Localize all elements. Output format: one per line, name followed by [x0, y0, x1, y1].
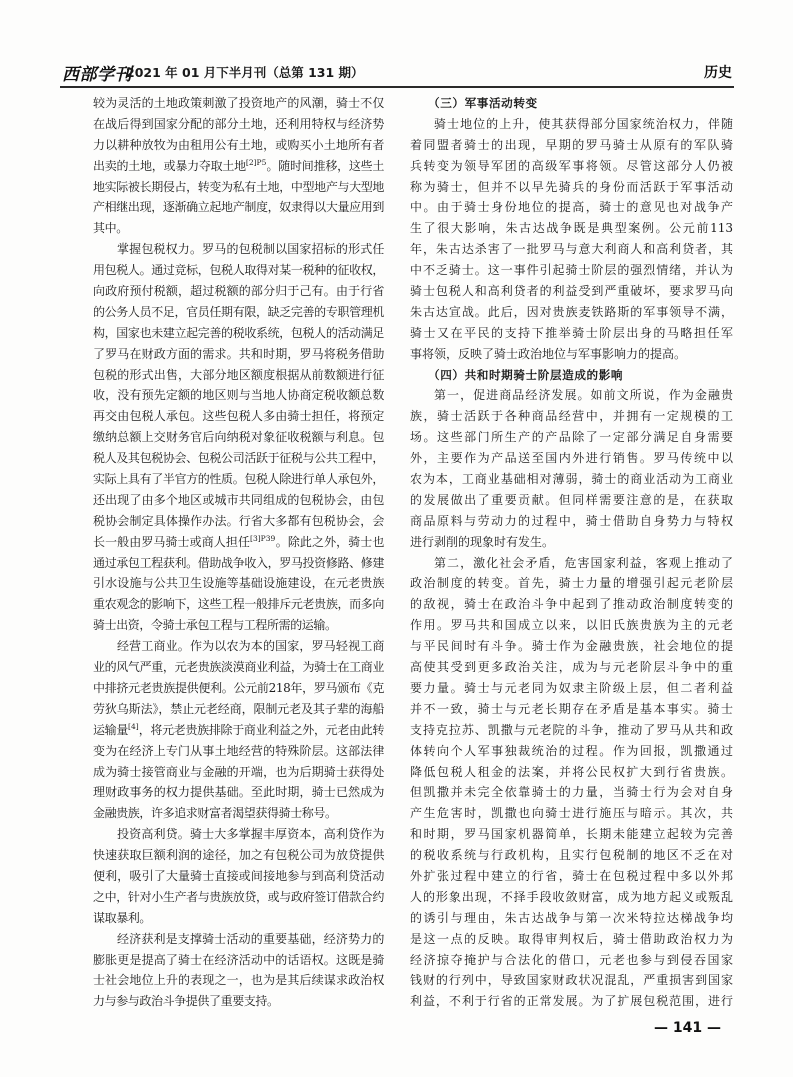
citation-marker: [4]	[128, 721, 139, 731]
text-line: 外，主要作为产品送至国内外进行销售。罗马传统中以	[410, 451, 733, 466]
text-line: 利益，不利于行省的正常发展。为了扩展包税范围，进行	[410, 994, 733, 1009]
section-heading: （三）军事活动转变	[428, 96, 538, 110]
text-segment: 。除此之外，骑士也	[275, 534, 384, 549]
text-line: 的公务人员不足，官员任期有限，缺乏完善的专职管理机	[93, 304, 384, 319]
paragraph	[410, 385, 733, 552]
text-line: 和时期，罗马国家机器简单，长期未能建立起较为完善	[410, 827, 733, 842]
text-line: 产生危害时，凯撒也向骑士进行施压与暗示。其次，共	[410, 806, 733, 821]
paragraph	[93, 93, 384, 239]
text-line: 与平民间时有斗争。骑士作为金融贵族，社会地位的提	[410, 639, 733, 654]
text-line: 支持克拉苏、凯撒与元老院的斗争，推动了罗马从共和政	[410, 722, 733, 737]
text-line: 还出现了由多个地区或城市共同组成的包税协会，由包	[93, 492, 384, 507]
text-line: 着同盟者骑士的出现，早期的罗马骑士从原有的军队骑	[410, 137, 733, 152]
section-label: 历史	[704, 65, 732, 81]
left-column	[93, 93, 384, 1012]
text-line: 经济获利是支撑骑士活动的重要基础，经济势力的	[117, 931, 384, 946]
text-line: 的发展做出了重要贡献。但同样需要注意的是，在获取	[410, 492, 733, 507]
text-line: 但凯撒并未完全依靠骑士的力量，当骑士行为会对自身	[410, 785, 733, 800]
text-line: 用包税人。通过竞标，包税人取得对某一税种的征收权，	[93, 263, 384, 278]
text-line: 朱古达宣战。此后，因对贵族麦铁路斯的军事领导不满，	[410, 304, 733, 319]
text-line: 中不乏骑士。这一事件引起骑士阶层的强烈情绪，并认为	[410, 263, 733, 278]
text-line: 骑士包税人和高利贷者的利益受到严重破坏，要求罗马向	[410, 284, 733, 299]
text-line: 场。这些部门所生产的产品除了一定部分满足自身需要	[410, 430, 733, 445]
text-line: 实际上具有了半官方的性质。包税人除进行单人承包外，	[93, 472, 384, 487]
paragraph	[410, 114, 733, 365]
paragraph	[93, 929, 384, 1013]
text-line: 骑士地位的上升，使其获得部分国家统治权力，伴随	[434, 116, 733, 131]
text-line: 农为本，工商业基础相对薄弱，骑士的商业活动为工商业	[410, 472, 733, 487]
text-line: 向政府预付税额，超过税额的部分归于己有。由于行省	[93, 284, 384, 299]
paragraph	[93, 239, 384, 636]
text-segment: ，将元老贵族排除于商业利益之外，元老由此转	[138, 722, 384, 737]
text-line	[93, 532, 384, 553]
paragraph	[93, 636, 384, 824]
text-line: 通过承包工程获利。借助战争收入，罗马投资修路、修建	[93, 555, 384, 570]
text-segment: 长一般由罗马骑士或商人担任	[93, 534, 251, 549]
paragraph	[93, 824, 384, 928]
citation-marker: [2]P5	[245, 157, 267, 167]
journal-logo: 西部学刊	[62, 65, 132, 85]
text-line: 年，朱古达杀害了一批罗马与意大利商人和高利贷者，其	[410, 242, 733, 257]
text-line: 事将领，反映了骑士政治地位与军事影响力的提高。	[410, 346, 687, 361]
text-line: 引水设施与公共卫生设施等基础设施建设，在元老贵族	[93, 576, 384, 591]
text-line: 商品原料与劳动力的过程中，骑士借助自身势力与特权	[410, 513, 733, 528]
text-line: 快速获取巨额利润的途径，加之有包税公司为放贷提供	[93, 848, 384, 863]
text-line: 外扩张过程中建立的行省，骑士在包税过程中多以外邦	[410, 868, 733, 883]
header-rule	[60, 86, 734, 88]
text-line: 构，国家也未建立起完善的税收系统，包税人的活动满足	[93, 325, 384, 340]
text-line: 第一，促进商品经济发展。如前文所说，作为金融贵	[434, 388, 733, 403]
text-line: 再交由包税人承包。这些包税人多由骑士担任，将预定	[93, 409, 384, 424]
text-line: 投资高利贷。骑士大多掌握丰厚资本，高利贷作为	[117, 827, 384, 842]
text-line: 进行剥削的现象时有发生。	[410, 534, 555, 549]
text-segment: 出卖的土地，或暴力夺取土地	[93, 158, 246, 173]
paragraph	[410, 553, 733, 1013]
text-line: 地实际被长期侵占，转变为私有土地，中型地产与大型地	[93, 179, 384, 194]
text-line: 成为骑士接管商业与金融的开端，也为后期骑士获得处	[93, 764, 384, 779]
text-line: 较为灵活的土地政策刺激了投资地产的风潮，骑士不仅	[93, 96, 384, 110]
text-line: 重农观念的影响下，这些工程一般排斥元老贵族，而多向	[93, 597, 384, 612]
text-line: 税人及其包税协会、包税公司活跃于征税与公共工程中，	[93, 451, 384, 466]
text-segment: 运输量	[93, 722, 129, 737]
text-line: 中。由于骑士身份地位的提高，骑士的意见也对战争产	[410, 200, 733, 215]
right-column	[410, 93, 733, 1012]
text-line: 的敌视，骑士在政治斗争中起到了推动政治制度转变的	[410, 597, 733, 612]
text-line: 缴纳总额上交财务官后向纳税对象征收税额与利息。包	[93, 430, 384, 445]
text-line: 了罗马在财政方面的需求。共和时期，罗马将税务借助	[93, 346, 384, 361]
text-line: 收，没有预先定额的地区则与当地人协商定税收额总数	[93, 388, 384, 403]
text-line	[93, 720, 384, 741]
text-line: 第二，激化社会矛盾，危害国家利益，客观上推动了	[434, 555, 733, 570]
text-line: 其中。	[93, 221, 128, 236]
text-line: 经济掠夺掩护与合法化的借口，元老也参与到侵吞国家	[410, 952, 733, 967]
text-line: 劳狄乌斯法》，禁止元老经商，限制元老及其子辈的海船	[93, 701, 384, 716]
citation-marker: [3]P39	[250, 533, 276, 543]
text-line: 兵转变为领导军团的高级军事将领。尽管这部分人仍被	[410, 158, 733, 173]
text-line: 的诱引与理由，朱古达战争与第一次米特拉达梯战争均	[410, 910, 733, 925]
text-line: 力以耕种放牧为由租用公有土地，或购买小土地所有者	[93, 137, 384, 152]
text-line: 膨胀更是提高了骑士在经济活动中的话语权。这既是骑	[93, 952, 384, 967]
text-segment: 。随时间推移，这些土	[266, 158, 384, 173]
text-line: 税协会制定具体操作办法。行省大多都有包税协会，会	[93, 513, 384, 528]
text-line: 力与参与政治斗争提供了重要支持。	[93, 994, 279, 1009]
text-line: 经营工商业。作为以农为本的国家，罗马轻视工商	[117, 639, 384, 654]
text-line: 高使其受到更多政治关注，成为与元老阶层斗争中的重	[410, 660, 733, 675]
text-line: 金融贵族，许多追求财富者渴望获得骑士称号。	[93, 806, 337, 821]
text-line: 是这一点的反映。取得审判权后，骑士借助政治权力为	[410, 931, 733, 946]
text-line: 掌握包税权力。罗马的包税制以国家招标的形式任	[117, 242, 384, 257]
text-line: 族，骑士活跃于各种商品经营中，并拥有一定规模的工	[410, 409, 733, 424]
text-line: 骑士出资，令骑士承包工程与工程所需的运输。	[93, 618, 337, 633]
text-line: 士社会地位上升的表现之一，也为是其后续谋求政治权	[93, 973, 384, 988]
page-number: — 141 —	[654, 1020, 721, 1036]
text-line: 理财政事务的权力提供基础。至此时期，骑士已然成为	[93, 785, 384, 800]
text-line: 谋取暴利。	[93, 910, 152, 925]
text-line: 生了很大影响，朱古达战争既是典型案例。公元前113	[410, 221, 733, 236]
text-line	[93, 156, 384, 177]
text-line: 降低包税人租金的法案，并将公民权扩大到行省贵族。	[410, 764, 733, 779]
text-line: 钱财的行列中，导致国家财政状况混乱，严重损害到国家	[410, 973, 733, 988]
text-line: 并不一致，骑士与元老长期存在矛盾是基本事实。骑士	[410, 701, 733, 716]
text-line: 称为骑士，但并不以早先骑兵的身份而活跃于军事活动	[410, 179, 733, 194]
text-line: 骑士又在平民的支持下推举骑士阶层出身的马略担任军	[410, 325, 733, 340]
text-line: 便利，吸引了大量骑士直接或间接地参与到高利贷活动	[93, 868, 384, 883]
text-line: 之中，针对小生产者与贵族放贷，或与政府签订借款合约	[93, 889, 384, 904]
text-line: 在战后得到国家分配的部分土地，还利用特权与经济势	[93, 116, 384, 131]
text-line: 产相继出现，逐渐确立起地产制度，奴隶得以大量应用到	[93, 200, 384, 215]
text-line: 要力量。骑士与元老同为奴隶主阶级上层，但二者利益	[410, 680, 733, 695]
text-line: 变为在经济上专门从事土地经营的特殊阶层。这部法律	[93, 743, 384, 758]
text-line: 政治制度的转变。首先，骑士力量的增强引起元老阶层	[410, 576, 733, 591]
text-line: 的税收系统与行政机构，且实行包税制的地区不乏在对	[410, 848, 733, 863]
text-line: 业的风气严重，元老贵族淡漠商业利益，为骑士在工商业	[93, 660, 384, 675]
section-heading: （四）共和时期骑士阶层造成的影响	[428, 367, 624, 382]
text-line: 体转向个人军事独裁统治的过程。作为回报，凯撒通过	[410, 743, 733, 758]
text-line: 中排挤元老贵族提供便利。公元前218年，罗马颁布《克	[93, 680, 384, 695]
text-line: 作用。罗马共和国成立以来，以旧氏族贵族为主的元老	[410, 618, 733, 633]
issue-info: 2021 年 01 月下半月刊（总第 131 期）	[126, 65, 364, 80]
text-line: 包税的形式出售，大部分地区额度根据从前数额进行征	[93, 367, 384, 382]
text-line: 人的形象出现，不择手段收敛财富，成为地方起义或叛乱	[410, 889, 733, 904]
